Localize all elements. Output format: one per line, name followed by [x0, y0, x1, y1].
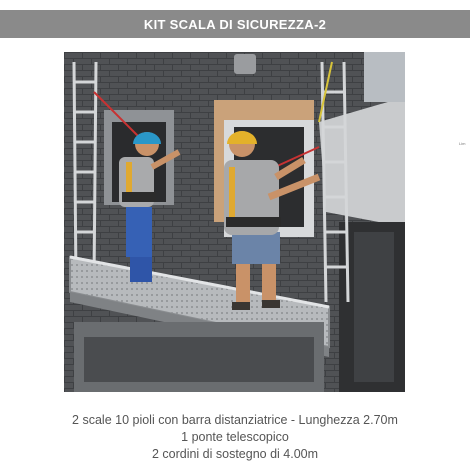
title-banner	[0, 10, 470, 38]
caption-line-1: 2 scale 10 pioli con barra distanziatrice - Lunghezza 2.70m	[72, 413, 398, 427]
side-note: Lim	[459, 141, 466, 146]
wood-frame	[214, 100, 314, 120]
product-photo	[64, 52, 405, 392]
caption-line-2: 1 ponte telescopico	[181, 430, 289, 444]
scaffold-scene-illustration	[64, 52, 405, 392]
page-title: KIT SCALA DI SICUREZZA-2	[143, 16, 327, 32]
pipe	[234, 54, 256, 74]
caption-line-3: 2 cordini di sostegno di 4.00m	[151, 447, 319, 461]
